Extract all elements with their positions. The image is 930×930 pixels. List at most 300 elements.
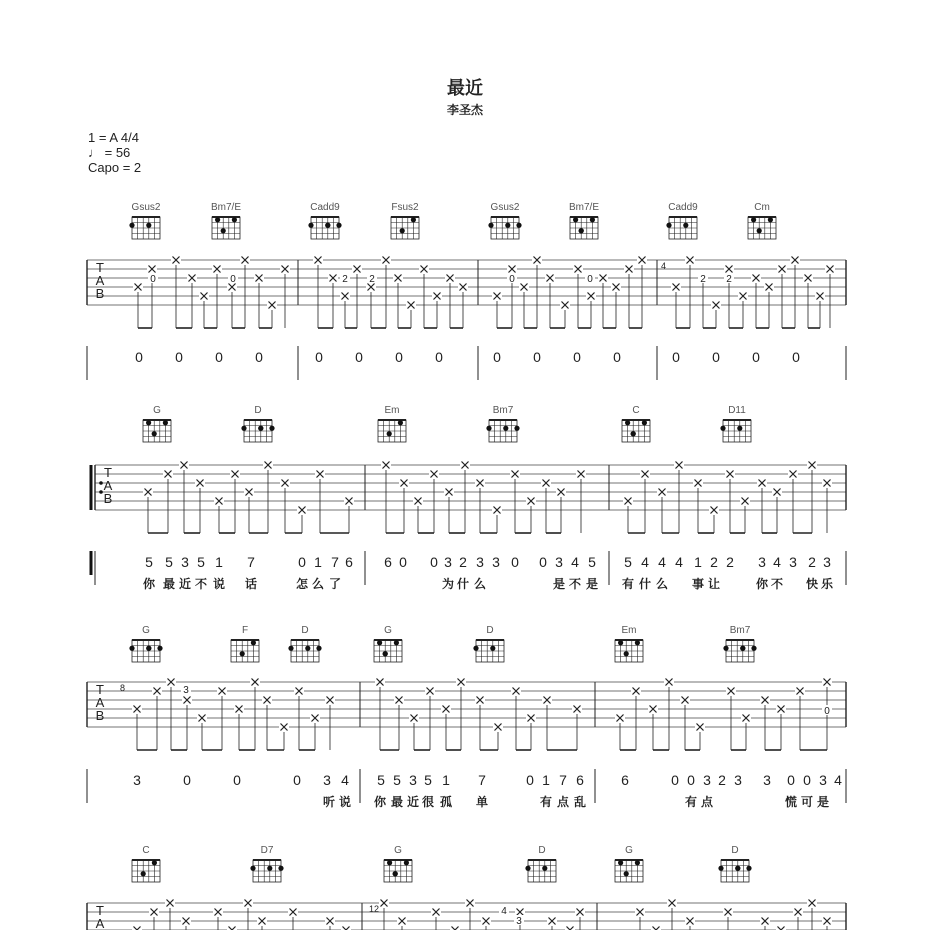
tab-note [163,470,173,533]
notation-number: 3 [823,554,831,570]
notation-number: 0 [613,349,621,365]
tab-note [429,470,439,533]
tab-note [725,470,735,533]
notation-number: 0 [395,349,403,365]
tab-note [648,705,658,750]
chord-name: D [254,405,262,416]
tab-note [545,274,555,328]
tab-note [227,283,237,328]
tab-note [254,274,264,328]
tab-clef-letter: T [104,465,112,480]
notation-number: 1 [694,554,702,570]
notation-number: 0 [183,772,191,788]
tab-fret-number: 3 [516,916,522,927]
notation-number: 1 [314,554,322,570]
lyric-character: 么 [655,577,668,591]
tab-note [519,283,529,328]
lyric-character: 是 [816,795,829,809]
tab-note [674,461,684,533]
tab-note [143,488,153,533]
tab-note [760,696,770,750]
tab-note [526,714,536,750]
notation-number: 6 [621,772,629,788]
lyric-character: 单 [475,795,488,809]
tab-note [825,265,835,328]
notation-number: 6 [576,772,584,788]
tab-note [325,696,335,750]
chord-diagram [250,860,283,882]
tab-note [262,696,272,750]
notation-number: 4 [341,772,349,788]
chord-diagram [308,217,341,239]
notation-number: 3 [819,772,827,788]
tab-clef-letter: B [95,708,105,723]
tab-fret-number: 0 [230,274,236,285]
notation-number: 0 [687,772,695,788]
tab-note [741,714,751,750]
tab-note [445,274,455,328]
chord-diagram [241,420,274,442]
tab-note [187,274,197,328]
chord-name: Gsus2 [490,202,520,213]
tab-note [776,926,786,930]
tab-note [598,274,608,328]
tab-note [431,908,441,930]
tab-note [807,899,817,930]
notation-number: 4 [571,554,579,570]
tab-note [425,687,435,750]
notation-number: 5 [197,554,205,570]
tempo-marking: ♩ = 56 [88,145,131,160]
notation-number: 7 [247,554,255,570]
chord-name: D [538,845,546,856]
lyric-character: 近 [178,577,191,591]
notation-number: 0 [792,349,800,365]
tab-note [297,506,307,533]
tab-note [547,917,557,930]
tab-note [760,917,770,930]
tab-note [510,470,520,533]
tab-clef-letter: T [96,903,104,918]
repeat-dot [99,481,103,485]
chord-name: Bm7 [729,625,751,636]
tab-note [572,705,582,750]
lyric-character: 不 [770,577,783,591]
tab-note [740,497,750,533]
chord-name: D7 [260,845,274,856]
tab-note [166,678,176,750]
tab-note [413,497,423,533]
tab-note [685,917,695,930]
tab-clef-letter: B [95,286,105,301]
lyric-character: 不 [568,577,581,591]
tab-clef-letter: A [95,695,105,710]
tab-note [280,479,290,533]
tab-note [243,899,253,930]
notation-number: 0 [293,772,301,788]
tab-note [257,917,267,930]
tab-note [475,479,485,533]
notation-number: 2 [710,554,718,570]
tab-note [279,723,289,750]
tab-note [560,301,570,328]
chord-diagram [525,860,556,882]
chord-diagram [374,640,402,662]
tab-note [631,687,641,750]
chord-name: G [384,625,392,636]
chord-name: Em [384,405,400,416]
chord-diagram [615,640,643,662]
repeat-dot [99,490,103,494]
tab-note [132,705,142,750]
tab-note [657,488,667,533]
notation-number: 5 [624,554,632,570]
chord-name: Cadd9 [668,202,698,213]
tab-note [344,497,354,533]
chord-name: D [486,625,494,636]
tab-note [822,917,832,930]
tab-note [565,926,575,930]
chord-diagram [132,860,160,882]
notation-number: 0 [255,349,263,365]
tab-note [624,265,634,328]
tab-note [637,256,647,328]
tab-note [711,301,721,328]
chord-diagram [212,217,240,239]
tab-note [693,479,703,533]
measure-number: 4 [661,261,667,271]
tab-note [822,479,832,533]
tab-note [460,461,470,533]
chord-diagram [488,217,521,239]
notation-number: 3 [444,554,452,570]
notation-number: 0 [671,772,679,788]
song-artist: 李圣杰 [446,103,483,117]
tab-note [671,283,681,328]
chord-name: G [394,845,402,856]
notation-number: 3 [789,554,797,570]
tab-note [611,283,621,328]
lyric-character: 有 [539,795,552,809]
chord-diagram [143,420,171,442]
chord-diagram [129,640,162,662]
tab-note [444,488,454,533]
notation-number: 0 [399,554,407,570]
tab-note [182,696,192,750]
tab-note [573,265,583,328]
lyric-character: 最 [390,795,403,809]
chord-name: G [625,845,633,856]
notation-number: 0 [233,772,241,788]
tab-note [680,696,690,750]
notation-number: 4 [773,554,781,570]
tab-note [807,461,817,533]
tab-note [623,497,633,533]
lyric-character: 说 [212,577,225,591]
notation-number: 4 [675,554,683,570]
chord-name: C [632,405,640,416]
chord-name: D11 [728,405,746,416]
lyric-character: 有 [621,577,634,591]
notation-number: 5 [588,554,596,570]
notation-number: 4 [658,554,666,570]
tab-note [195,479,205,533]
tab-note [393,274,403,328]
tab-note [441,705,451,750]
lyric-character: 为 [441,577,454,591]
chord-name: D [301,625,309,636]
tab-note [132,926,142,930]
chord-diagram [718,860,751,882]
notation-number: 0 [315,349,323,365]
tab-clef-letter: A [95,916,105,930]
chord-name: G [142,625,150,636]
tab-note [263,461,273,533]
notation-number: 3 [492,554,500,570]
chord-name: Cm [754,202,770,213]
notation-number: 0 [672,349,680,365]
tab-note [651,926,661,930]
key-signature: 1 = A 4/4 [88,130,139,145]
notation-number: 2 [459,554,467,570]
tab-note [793,908,803,930]
tab-note [133,283,143,328]
tab-note [450,926,460,930]
tab-note [352,265,362,328]
tab-note [419,265,429,328]
chord-diagram [129,217,160,239]
tab-note [310,714,320,750]
measure-number: 8 [120,683,126,693]
tab-note [227,926,237,930]
tab-system [87,860,846,930]
tab-note [575,908,585,930]
chord-diagram [720,420,751,442]
notation-number: 3 [323,772,331,788]
notation-number: 2 [726,554,734,570]
measure-number: 12 [369,904,380,914]
chord-diagram [473,640,504,662]
notation-number: 1 [442,772,450,788]
chord-name: Bm7/E [210,202,241,213]
tab-fret-number: 0 [509,274,515,285]
notation-number: 7 [331,554,339,570]
lyric-character: 很 [421,795,434,809]
notation-number: 0 [430,554,438,570]
tab-note [635,908,645,930]
lyric-character: 孤 [439,795,452,809]
tab-note [379,899,389,930]
lyric-character: 话 [244,577,257,591]
chord-diagram [723,640,756,662]
chord-diagram [570,217,598,239]
notation-number: 7 [559,772,567,788]
chord-diagram [666,217,697,239]
notation-number: 3 [181,554,189,570]
tab-note [526,497,536,533]
tab-note [397,917,407,930]
tab-note [179,461,189,533]
lyric-character: 最 [162,577,175,591]
tab-note [458,283,468,328]
chord-diagram [486,420,519,442]
tab-clef-letter: B [103,491,113,506]
tab-fret-number: 0 [150,274,156,285]
chord-name: F [241,625,249,636]
lyric-character: 点 [700,795,713,809]
chord-name: Bm7/E [568,202,599,213]
notation-number: 1 [215,554,223,570]
chord-diagram [615,860,643,882]
notation-number: 3 [409,772,417,788]
notation-number: 0 [539,554,547,570]
chord-name: Cadd9 [310,202,340,213]
lyric-character: 有 [684,795,697,809]
chord-name: C [142,845,150,856]
chord-diagram [231,640,259,662]
tab-note [341,926,351,930]
tab-note [325,917,335,930]
notation-number: 3 [476,554,484,570]
song-title: 最近 [447,78,483,99]
notation-number: 2 [808,554,816,570]
tab-note [313,256,323,328]
notation-number: 6 [384,554,392,570]
lyric-character: 么 [311,577,324,591]
tab-clef-letter: T [96,260,104,275]
chord-diagram [391,217,419,239]
tab-note [230,470,240,533]
tab-note [803,274,813,328]
tab-note [777,265,787,328]
tab-note [394,696,404,750]
tab-note [532,256,542,328]
tab-note [586,292,596,328]
tab-note [615,714,625,750]
tab-note [764,283,774,328]
tab-note [328,274,338,328]
lyric-character: 近 [406,795,419,809]
tab-note [685,256,695,328]
tab-note [181,917,191,930]
tab-note [152,687,162,750]
tab-note [481,917,491,930]
notation-number: 0 [215,349,223,365]
tab-note [399,479,409,533]
notation-number: 5 [145,554,153,570]
lyric-character: 是 [585,577,598,591]
tab-note [165,899,175,930]
tab-note [772,488,782,533]
tab-note [757,479,767,533]
notation-number: 3 [763,772,771,788]
tab-clef-letter: A [103,478,113,493]
tab-note [217,687,227,750]
tab-fret-number: 0 [824,706,830,717]
tab-note [640,470,650,533]
tab-note [776,705,786,750]
chord-diagram [748,217,776,239]
tab-note [790,256,800,328]
tab-note [493,723,503,750]
notation-number: 0 [573,349,581,365]
tab-note [214,497,224,533]
tab-fret-number: 0 [587,274,593,285]
tab-note [171,256,181,328]
tab-note [511,687,521,750]
notation-number: 5 [393,772,401,788]
tab-note [709,506,719,533]
tab-note [366,283,376,328]
tab-note [244,488,254,533]
tab-note [723,908,733,930]
tab-note [465,899,475,930]
notation-number: 7 [478,772,486,788]
tab-note [340,292,350,328]
notation-number: 0 [803,772,811,788]
lyric-character: 你 [142,577,155,591]
chord-name: Em [621,625,637,636]
lyric-character: 什 [456,577,469,591]
tab-note [751,274,761,328]
notation-number: 5 [165,554,173,570]
tab-note [541,479,551,533]
lyric-character: 什 [638,577,651,591]
tab-note [381,256,391,328]
tab-note [406,301,416,328]
lyric-character: 快 [805,577,818,591]
tab-note [234,705,244,750]
chord-name: Fsus2 [391,202,419,213]
lyric-character: 你 [755,577,768,591]
lyric-character: 听 [322,795,335,809]
tab-note [267,301,277,328]
chord-diagram [288,640,321,662]
notation-number: 4 [834,772,842,788]
tab-fret-number: 3 [183,685,189,696]
chord-diagram [378,420,406,442]
chord-diagram [384,860,412,882]
lyric-character: 不 [194,577,207,591]
notation-number: 0 [175,349,183,365]
lyric-character: 点 [556,795,569,809]
tab-note [738,292,748,328]
tab-fret-number: 4 [501,906,507,917]
tab-note [409,714,419,750]
notation-number: 1 [542,772,550,788]
notation-number: 3 [703,772,711,788]
chord-diagram [622,420,650,442]
notation-number: 3 [758,554,766,570]
lyric-character: 了 [328,577,341,591]
notation-number: 2 [718,772,726,788]
tab-note [149,908,159,930]
tab-note [726,687,736,750]
tab-note [199,292,209,328]
tab-fret-number: 2 [342,274,348,285]
tab-note [280,265,290,328]
notation-number: 0 [526,772,534,788]
tab-note [456,678,466,750]
tab-note [475,696,485,750]
tab-note [240,256,250,328]
tab-fret-number: 2 [700,274,706,285]
tab-note [492,506,502,533]
tab-note [695,723,705,750]
lyric-character: 说 [338,795,351,809]
notation-number: 0 [298,554,306,570]
tab-note [664,678,674,750]
